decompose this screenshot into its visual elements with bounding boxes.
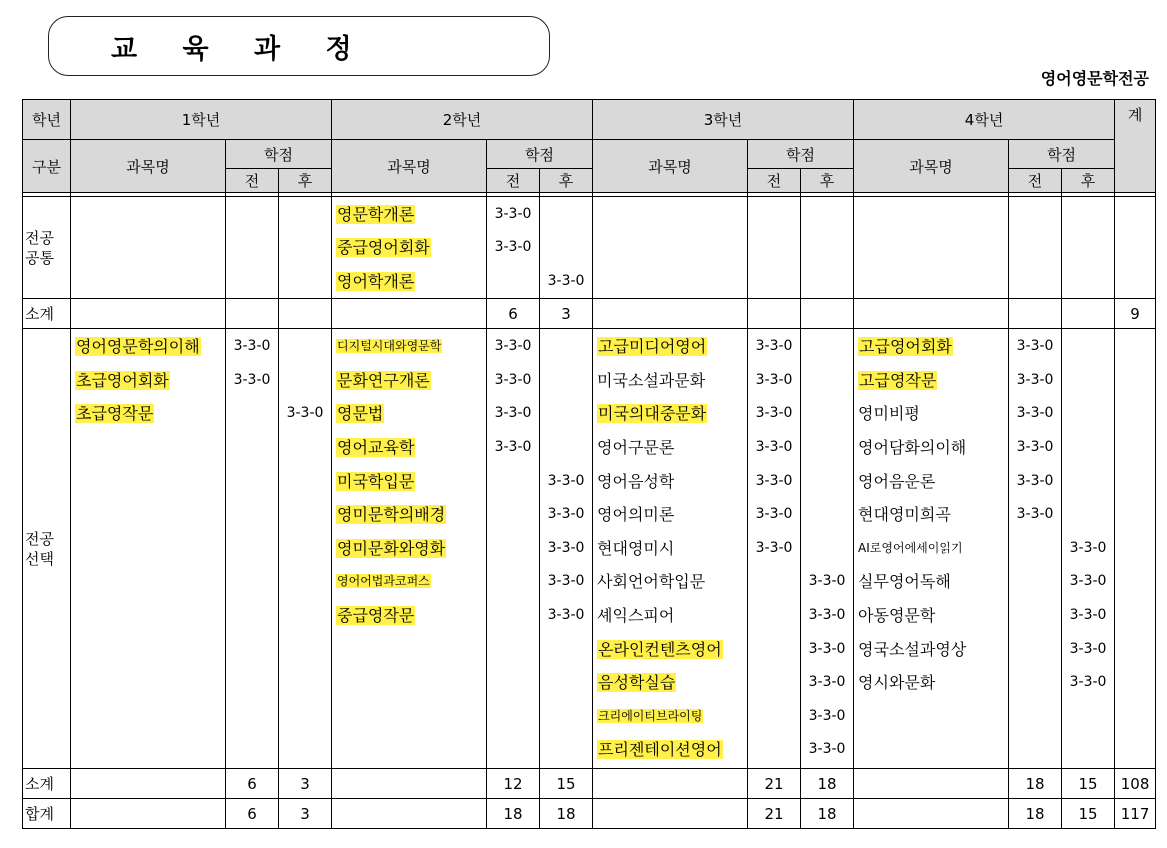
second-semester-credit xyxy=(1062,498,1114,532)
second-semester-credit xyxy=(1062,431,1114,465)
common-label: 전공 공통 xyxy=(23,197,71,299)
subject-name: 아동영문학 xyxy=(858,605,936,625)
second-semester-credit xyxy=(1062,330,1114,364)
second-sem-header: 후 xyxy=(801,169,854,193)
elective-year2-second xyxy=(540,329,592,632)
first-semester-credit: 3-3-0 xyxy=(755,405,793,422)
second-semester-credit xyxy=(279,364,331,398)
subject-name: 영어교육학 xyxy=(337,437,415,457)
first-semester-credit: 3-3-0 xyxy=(494,438,532,455)
subject-name: 셰익스피어 xyxy=(597,605,675,625)
first-semester-credit: 3-3-0 xyxy=(1016,371,1054,388)
first-semester-credit xyxy=(748,599,800,633)
first-sem-header: 전 xyxy=(1009,169,1062,193)
elective-label: 전공 선택 xyxy=(23,329,71,769)
first-sem-header: 전 xyxy=(226,169,279,193)
subject-name: 현대영미희곡 xyxy=(858,505,951,525)
first-semester-credit: 3-3-0 xyxy=(494,206,532,222)
first-semester-credit: 3-3-0 xyxy=(755,539,793,556)
first-semester-credit xyxy=(487,532,539,566)
second-semester-credit: 3-3-0 xyxy=(808,741,846,758)
page-title: 교 육 과 정 xyxy=(111,34,370,65)
first-semester-credit xyxy=(1009,666,1061,700)
first-semester-credit: 3-3-0 xyxy=(494,239,532,256)
curriculum-table xyxy=(22,99,1156,829)
subject-name: 문화연구개론 xyxy=(337,370,430,390)
subject-name: 영어어법과코퍼스 xyxy=(337,574,430,589)
grand-total-y4-second: 15 xyxy=(1062,799,1115,829)
credit-header: 학점 xyxy=(748,140,854,169)
common-subtotal-y2-first: 6 xyxy=(487,299,540,329)
elective-year1-second xyxy=(279,329,331,431)
second-semester-credit xyxy=(801,397,853,431)
grand-total-y3-first: 21 xyxy=(748,799,801,829)
credit-header: 학점 xyxy=(1009,140,1115,169)
common-subtotal-total: 9 xyxy=(1115,299,1156,329)
grand-total-label: 합계 xyxy=(23,799,71,829)
common-year2-first xyxy=(487,197,539,298)
second-semester-credit xyxy=(801,498,853,532)
first-semester-credit: 3-3-0 xyxy=(494,371,532,388)
first-semester-credit: 3-3-0 xyxy=(494,405,532,422)
second-semester-credit: 3-3-0 xyxy=(808,674,846,691)
second-semester-credit: 3-3-0 xyxy=(1069,606,1107,623)
first-semester-credit xyxy=(1009,565,1061,599)
subject-name: 디지털시대와영문학 xyxy=(337,339,442,354)
second-semester-credit: 3-3-0 xyxy=(1069,674,1107,691)
first-semester-credit: 3-3-0 xyxy=(755,371,793,388)
subject-header: 과목명 xyxy=(71,140,226,193)
first-semester-credit xyxy=(1009,633,1061,667)
subject-name: 영시와문화 xyxy=(858,673,936,693)
subject-name: 음성학실습 xyxy=(598,673,676,693)
second-semester-credit: 3-3-0 xyxy=(286,405,324,422)
subject-name: AI로영어에세이읽기 xyxy=(858,540,963,555)
subject-name: 미국학입문 xyxy=(337,471,415,491)
subject-name: 중급영작문 xyxy=(337,605,415,625)
subject-name: 영어학개론 xyxy=(337,271,415,291)
elective-year3-subjects xyxy=(593,329,747,767)
first-semester-credit xyxy=(748,733,800,767)
first-semester-credit: 3-3-0 xyxy=(1016,506,1054,523)
second-semester-credit xyxy=(540,198,592,231)
elective-year3-second xyxy=(801,329,853,767)
common-subtotal-y2-second: 3 xyxy=(540,299,593,329)
second-semester-credit xyxy=(540,330,592,364)
first-semester-credit xyxy=(1009,599,1061,633)
elective-year3-first xyxy=(748,329,800,767)
second-semester-credit: 3-3-0 xyxy=(808,707,846,724)
subject-name: 크리에이티브라이팅 xyxy=(598,708,703,723)
subject-name: 미국소설과문화 xyxy=(597,370,706,390)
first-semester-credit: 3-3-0 xyxy=(755,472,793,489)
year1-header: 1학년 xyxy=(71,100,332,140)
second-semester-credit: 3-3-0 xyxy=(1069,539,1107,556)
first-sem-header: 전 xyxy=(487,169,540,193)
elective-subtotal-total: 108 xyxy=(1115,769,1156,799)
elective-subtotal-y3-second: 18 xyxy=(801,769,854,799)
elective-subtotal-y2-first: 12 xyxy=(487,769,540,799)
subject-name: 영어의미론 xyxy=(597,505,675,525)
first-semester-credit: 3-3-0 xyxy=(1016,405,1054,422)
subject-name: 영어음운론 xyxy=(858,471,936,491)
grand-total-total: 117 xyxy=(1115,799,1156,829)
second-semester-credit xyxy=(801,431,853,465)
year2-header: 2학년 xyxy=(332,100,593,140)
second-semester-credit xyxy=(540,431,592,465)
second-semester-credit: 3-3-0 xyxy=(547,272,585,289)
first-semester-credit xyxy=(487,465,539,499)
subject-name: 영어영문학의이해 xyxy=(76,337,200,357)
second-semester-credit xyxy=(540,397,592,431)
department-name: 영어영문학전공 xyxy=(1040,69,1149,88)
title-box xyxy=(48,16,550,76)
first-semester-credit xyxy=(748,633,800,667)
subject-name: 고급영어회화 xyxy=(859,337,952,357)
grade-header: 학년 xyxy=(23,100,71,140)
first-semester-credit xyxy=(487,599,539,633)
first-semester-credit: 3-3-0 xyxy=(1016,438,1054,455)
subject-name: 사회언어학입문 xyxy=(597,572,706,592)
common-subtotal-label: 소계 xyxy=(23,299,71,329)
first-semester-credit xyxy=(748,565,800,599)
elective-year4-first xyxy=(1009,329,1061,700)
elective-year2-first xyxy=(487,329,539,632)
first-semester-credit: 3-3-0 xyxy=(755,506,793,523)
subject-name: 영어구문론 xyxy=(597,437,675,457)
second-semester-credit: 3-3-0 xyxy=(547,606,585,623)
subject-name: 영어음성학 xyxy=(597,471,675,491)
elective-subtotal-y2-second: 15 xyxy=(540,769,593,799)
subject-header: 과목명 xyxy=(332,140,487,193)
second-semester-credit xyxy=(279,330,331,364)
elective-year4-subjects xyxy=(854,329,1008,700)
subject-name: 영문학개론 xyxy=(337,205,415,224)
credit-header: 학점 xyxy=(487,140,593,169)
elective-subtotal-label: 소계 xyxy=(23,769,71,799)
first-semester-credit xyxy=(487,565,539,599)
subject-name: 영미비평 xyxy=(858,404,920,424)
second-semester-credit xyxy=(801,364,853,398)
second-sem-header: 후 xyxy=(540,169,593,193)
second-semester-credit xyxy=(540,364,592,398)
subject-name: 영문법 xyxy=(337,404,384,424)
subject-name: 현대영미시 xyxy=(597,538,675,558)
first-semester-credit xyxy=(487,265,539,298)
total-header: 계 xyxy=(1115,100,1156,193)
subject-name: 중급영어회화 xyxy=(337,238,430,258)
second-semester-credit: 3-3-0 xyxy=(547,573,585,590)
second-semester-credit xyxy=(1062,364,1114,398)
category-header: 구분 xyxy=(23,140,71,193)
subject-name: 고급영작문 xyxy=(859,370,937,390)
first-semester-credit xyxy=(487,498,539,532)
subject-name: 영미문화와영화 xyxy=(337,538,446,558)
year4-header: 4학년 xyxy=(854,100,1115,140)
common-year2-subjects xyxy=(332,197,486,298)
common-year2-second xyxy=(540,197,592,298)
subject-header: 과목명 xyxy=(854,140,1009,193)
first-semester-credit xyxy=(1009,532,1061,566)
grand-total-y2-first: 18 xyxy=(487,799,540,829)
subject-name: 실무영어독해 xyxy=(858,572,951,592)
subject-header: 과목명 xyxy=(593,140,748,193)
subject-name: 고급미디어영어 xyxy=(598,337,707,357)
elective-subtotal-y4-second: 15 xyxy=(1062,769,1115,799)
second-semester-credit: 3-3-0 xyxy=(547,539,585,556)
first-semester-credit: 3-3-0 xyxy=(755,438,793,455)
second-semester-credit xyxy=(801,330,853,364)
elective-subtotal-y1-first: 6 xyxy=(226,769,279,799)
second-semester-credit xyxy=(801,465,853,499)
second-semester-credit: 3-3-0 xyxy=(808,640,846,657)
subject-name: 초급영작문 xyxy=(76,404,154,424)
elective-year2-subjects xyxy=(332,329,486,632)
year3-header: 3학년 xyxy=(593,100,854,140)
subject-name: 영어담화의이해 xyxy=(858,437,967,457)
grand-total-y2-second: 18 xyxy=(540,799,593,829)
second-semester-credit: 3-3-0 xyxy=(808,606,846,623)
elective-year4-second xyxy=(1062,329,1114,700)
second-sem-header: 후 xyxy=(279,169,332,193)
elective-subtotal-y1-second: 3 xyxy=(279,769,332,799)
first-sem-header: 전 xyxy=(748,169,801,193)
subject-name: 초급영어회화 xyxy=(76,370,169,390)
first-semester-credit: 3-3-0 xyxy=(233,371,271,388)
credit-header: 학점 xyxy=(226,140,332,169)
subject-name: 프리젠테이션영어 xyxy=(598,740,722,760)
subject-name: 온라인컨텐츠영어 xyxy=(598,639,722,659)
first-semester-credit: 3-3-0 xyxy=(233,338,271,355)
elective-subtotal-y4-first: 18 xyxy=(1009,769,1062,799)
second-semester-credit: 3-3-0 xyxy=(808,573,846,590)
second-semester-credit xyxy=(540,231,592,264)
second-semester-credit: 3-3-0 xyxy=(547,472,585,489)
second-semester-credit xyxy=(801,532,853,566)
subject-name: 미국의대중문화 xyxy=(598,404,707,424)
elective-year1-first xyxy=(226,329,278,431)
grand-total-y3-second: 18 xyxy=(801,799,854,829)
first-semester-credit xyxy=(748,700,800,734)
subject-name: 영미문학의배경 xyxy=(337,505,446,525)
grand-total-y4-first: 18 xyxy=(1009,799,1062,829)
second-semester-credit: 3-3-0 xyxy=(547,506,585,523)
first-semester-credit: 3-3-0 xyxy=(1016,472,1054,489)
first-semester-credit: 3-3-0 xyxy=(494,338,532,355)
grand-total-y1-first: 6 xyxy=(226,799,279,829)
first-semester-credit: 3-3-0 xyxy=(1016,338,1054,355)
elective-year1-subjects xyxy=(71,329,225,431)
first-semester-credit xyxy=(748,666,800,700)
second-sem-header: 후 xyxy=(1062,169,1115,193)
second-semester-credit xyxy=(1062,465,1114,499)
second-semester-credit: 3-3-0 xyxy=(1069,640,1107,657)
first-semester-credit: 3-3-0 xyxy=(755,338,793,355)
second-semester-credit xyxy=(1062,397,1114,431)
grand-total-y1-second: 3 xyxy=(279,799,332,829)
subject-name: 영국소설과영상 xyxy=(858,639,967,659)
first-semester-credit xyxy=(226,397,278,431)
elective-subtotal-y3-first: 21 xyxy=(748,769,801,799)
second-semester-credit: 3-3-0 xyxy=(1069,573,1107,590)
